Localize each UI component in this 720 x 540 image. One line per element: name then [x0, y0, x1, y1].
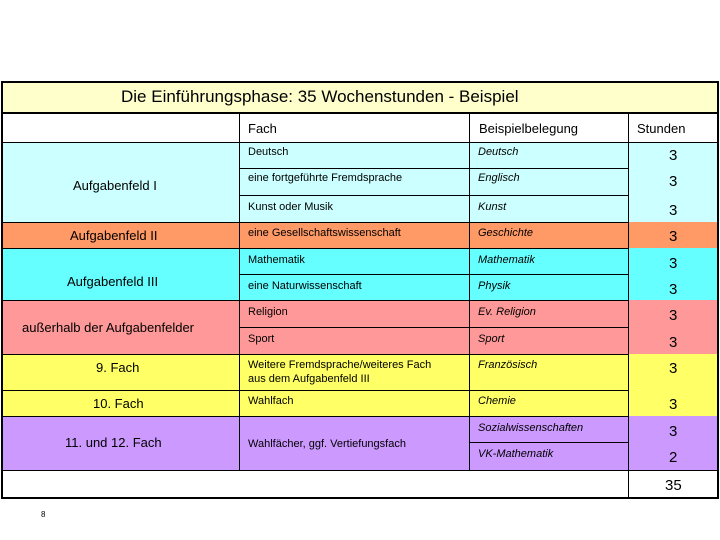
table-outer-border	[1, 81, 719, 499]
col-line-stunden	[628, 114, 629, 498]
group-label-aufgabenfeld-3: Aufgabenfeld III	[67, 274, 159, 289]
row-fach-1: Deutsch	[248, 146, 289, 158]
row-stunden-9: 3	[669, 360, 678, 377]
row-line	[1, 354, 629, 355]
row-fach-3: Kunst oder Musik	[248, 201, 333, 213]
row-fach-9-line1: Weitere Fremdsprache/weiteres Fach	[248, 359, 432, 371]
group-label-9-fach: 9. Fach	[96, 360, 140, 375]
row-stunden-10: 3	[669, 396, 678, 413]
row-fach-6: eine Naturwissenschaft	[248, 280, 362, 292]
row-stunden-11: 3	[669, 423, 678, 440]
group-label-aufgabenfeld-1: Aufgabenfeld I	[73, 178, 157, 193]
row-fach-4: eine Gesellschaftswissenschaft	[248, 227, 401, 239]
page-number: 8	[41, 510, 46, 519]
row-line	[239, 168, 629, 169]
row-belegung-4: Geschichte	[478, 227, 534, 239]
row-fach-10: Wahlfach	[248, 395, 294, 407]
row-line	[1, 390, 629, 391]
row-line	[239, 195, 629, 196]
row-stunden-2: 3	[669, 173, 678, 190]
group-label-ausserhalb: außerhalb der Aufgabenfelder	[22, 320, 195, 335]
row-fach-2: eine fortgeführte Fremdsprache	[248, 172, 403, 184]
group-label-aufgabenfeld-2: Aufgabenfeld II	[70, 228, 158, 243]
row-belegung-12: VK-Mathematik	[478, 448, 554, 460]
row-line	[1, 142, 719, 143]
row-line	[1, 248, 629, 249]
row-stunden-7: 3	[669, 307, 678, 324]
row-belegung-2: Englisch	[478, 172, 520, 184]
row-stunden-8: 3	[669, 334, 678, 351]
row-line	[1, 300, 629, 301]
header-stunden: Stunden	[637, 121, 686, 136]
row-belegung-6: Physik	[478, 280, 511, 292]
row-belegung-5: Mathematik	[478, 254, 535, 266]
row-line	[1, 416, 629, 417]
row-belegung-1: Deutsch	[478, 146, 519, 158]
row-fach-8: Sport	[248, 333, 275, 345]
row-line	[239, 327, 629, 328]
row-belegung-11: Sozialwissenschaften	[478, 422, 584, 434]
group-label-10-fach: 10. Fach	[93, 396, 144, 411]
row-stunden-4: 3	[669, 228, 678, 245]
row-stunden-3: 3	[669, 202, 678, 219]
row-fach-7: Religion	[248, 306, 288, 318]
header-fach: Fach	[248, 121, 277, 136]
row-line	[239, 274, 629, 275]
group-label-11-12-fach: 11. und 12. Fach	[65, 435, 162, 450]
row-belegung-10: Chemie	[478, 395, 516, 407]
row-belegung-9: Französisch	[478, 359, 538, 371]
row-belegung-3: Kunst	[478, 201, 507, 213]
row-line	[1, 222, 629, 223]
row-belegung-7: Ev. Religion	[478, 306, 536, 318]
row-fach-9-line2: aus dem Aufgabenfeld III	[248, 373, 370, 385]
row-fach-11: Wahlfächer, ggf. Vertiefungsfach	[248, 438, 406, 450]
row-stunden-12: 2	[669, 449, 678, 466]
table-title: Die Einführungsphase: 35 Wochenstunden - Beispiel	[121, 87, 519, 106]
header-belegung: Beispielbelegung	[479, 121, 579, 136]
row-fach-5: Mathematik	[248, 254, 305, 266]
row-line	[1, 470, 719, 471]
row-stunden-1: 3	[669, 147, 678, 164]
row-belegung-8: Sport	[478, 333, 505, 345]
row-line	[469, 442, 629, 443]
row-stunden-5: 3	[669, 255, 678, 272]
row-stunden-6: 3	[669, 281, 678, 298]
total-hours: 35	[665, 477, 682, 494]
